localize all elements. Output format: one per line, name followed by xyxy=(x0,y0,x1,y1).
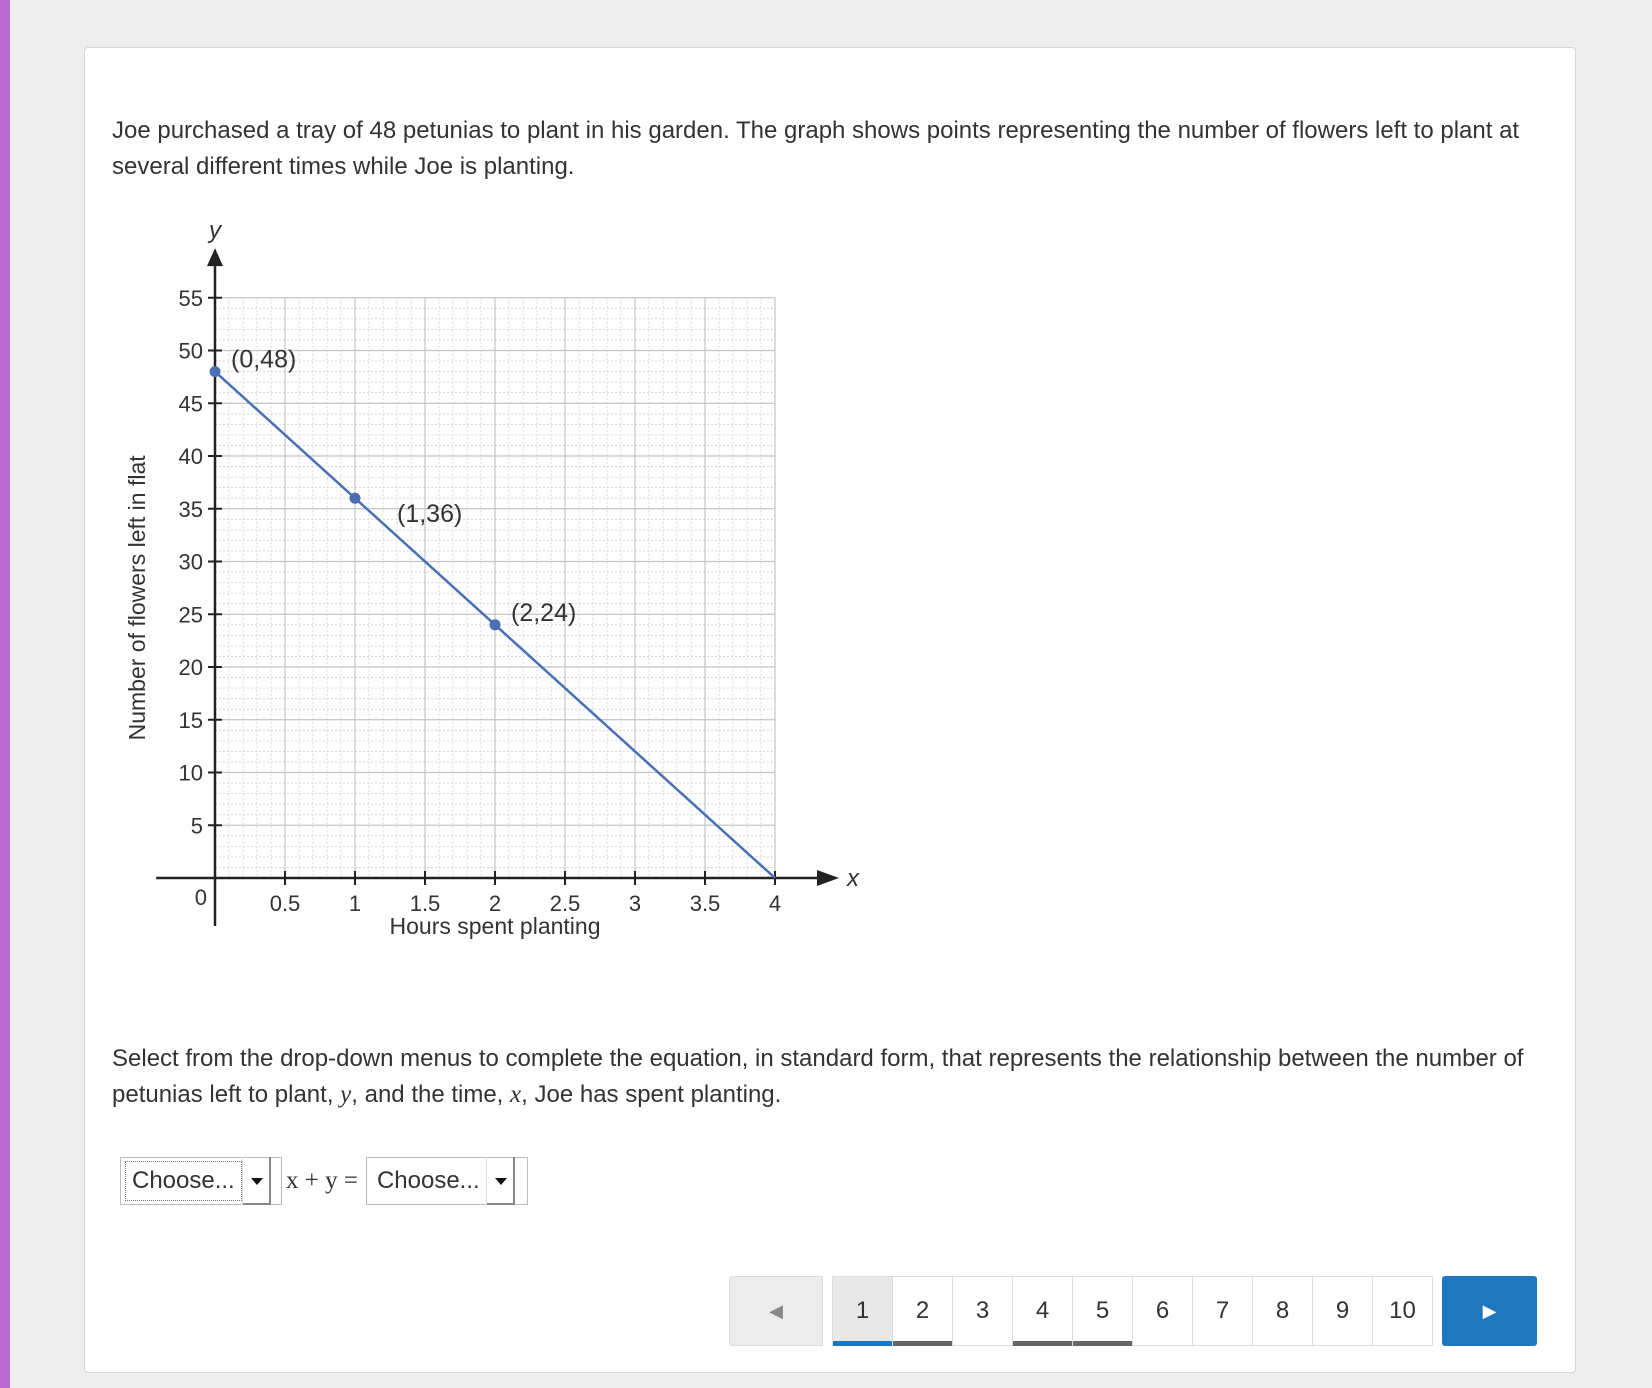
coefficient-dropdown-value: Choose... xyxy=(125,1161,242,1201)
page-status-indicator xyxy=(1013,1341,1072,1346)
data-point-label: (1,36) xyxy=(397,500,463,529)
x-tick-label: 1.5 xyxy=(409,891,441,916)
x-tick-label: 1 xyxy=(348,891,362,916)
data-point xyxy=(350,493,361,504)
x-axis-variable: x xyxy=(847,865,859,892)
equation-row xyxy=(120,1155,528,1207)
y-axis-variable: y xyxy=(209,217,221,245)
page-button-1[interactable] xyxy=(832,1276,893,1346)
prompt-text-1: Select from the drop-down menus to complete the equation, in standard form, that represents the relationship between the number of petunias left to plant, xyxy=(112,1045,1524,1108)
page-status-indicator xyxy=(1073,1341,1132,1346)
x-tick-label: 3.5 xyxy=(689,891,721,916)
data-point xyxy=(490,619,501,630)
origin-label: 0 xyxy=(194,885,207,910)
y-tick-label: 15 xyxy=(178,707,203,733)
prompt-text-3: , Joe has spent planting. xyxy=(521,1081,782,1108)
page-button-9[interactable] xyxy=(1312,1276,1373,1346)
y-tick-label: 35 xyxy=(178,496,203,522)
page-number-label: 2 xyxy=(915,1297,930,1324)
x-tick-label: 0.5 xyxy=(269,891,301,916)
page-button-10[interactable] xyxy=(1372,1276,1433,1346)
y-axis-title: Number of flowers left in flat xyxy=(124,455,150,741)
page-button-8[interactable] xyxy=(1252,1276,1313,1346)
next-page-button[interactable] xyxy=(1442,1276,1537,1346)
page-button-2[interactable] xyxy=(892,1276,953,1346)
y-tick-label: 45 xyxy=(178,391,203,417)
page-number-label: 5 xyxy=(1095,1297,1110,1324)
page-button-5[interactable] xyxy=(1072,1276,1133,1346)
x-tick-label: 3 xyxy=(628,891,642,916)
x-tick-label: 2 xyxy=(488,891,502,916)
y-tick-label: 40 xyxy=(178,444,203,469)
coefficient-dropdown[interactable] xyxy=(120,1157,282,1205)
chevron-down-icon[interactable] xyxy=(486,1157,515,1205)
y-tick-label: 50 xyxy=(178,338,203,364)
left-accent-bar xyxy=(0,0,10,1388)
page-number-label: 6 xyxy=(1155,1297,1170,1324)
y-tick-label: 20 xyxy=(178,655,203,680)
chevron-down-icon[interactable] xyxy=(242,1157,271,1205)
y-tick-label: 10 xyxy=(178,760,203,786)
y-tick-label: 5 xyxy=(190,813,203,839)
page-status-indicator xyxy=(833,1341,892,1346)
page-button-7[interactable] xyxy=(1192,1276,1253,1346)
triangle-right-icon: ▶ xyxy=(1482,1300,1497,1321)
question-intro-text: Joe purchased a tray of 48 petunias to plant in his garden. The graph shows points representing the number of flowers left to plant at several different times while Joe is planting. xyxy=(112,117,1520,180)
page-number-label: 10 xyxy=(1389,1297,1416,1324)
x-axis-arrow-icon xyxy=(817,870,839,886)
page-status-indicator xyxy=(893,1341,952,1346)
prompt-var-x: x xyxy=(510,1081,522,1108)
y-tick-label: 30 xyxy=(178,549,203,575)
y-axis-arrow-icon xyxy=(207,248,223,266)
data-point-label: (2,24) xyxy=(511,598,577,627)
question-prompt-text xyxy=(112,1041,1532,1113)
prompt-text-2: , and the time, xyxy=(351,1081,511,1108)
data-point xyxy=(210,366,221,377)
x-tick-label: 2.5 xyxy=(549,891,581,916)
previous-page-button[interactable] xyxy=(729,1276,823,1346)
page-number-label: 3 xyxy=(975,1297,990,1324)
triangle-left-icon: ◀ xyxy=(769,1300,783,1321)
constant-dropdown-value: Choose... xyxy=(376,1167,480,1194)
x-tick-label: 4 xyxy=(768,891,782,916)
page-button-6[interactable] xyxy=(1132,1276,1193,1346)
y-tick-label: 25 xyxy=(178,602,203,628)
page-number-label: 1 xyxy=(855,1297,870,1324)
data-point-label: (0,48) xyxy=(231,345,297,374)
page-number-label: 9 xyxy=(1335,1297,1350,1324)
page-button-4[interactable] xyxy=(1012,1276,1073,1346)
x-axis-title: Hours spent planting xyxy=(389,913,601,939)
page-number-label: 4 xyxy=(1035,1297,1050,1324)
page-button-3[interactable] xyxy=(952,1276,1013,1346)
y-tick-label: 55 xyxy=(178,285,203,311)
page-number-label: 7 xyxy=(1215,1297,1230,1324)
equation-middle-text: x + y = xyxy=(286,1167,358,1194)
line-graph xyxy=(112,200,872,940)
question-pagination xyxy=(730,1276,1537,1346)
prompt-var-y: y xyxy=(340,1081,352,1108)
constant-dropdown[interactable] xyxy=(366,1157,528,1205)
page-number-label: 8 xyxy=(1275,1297,1290,1324)
